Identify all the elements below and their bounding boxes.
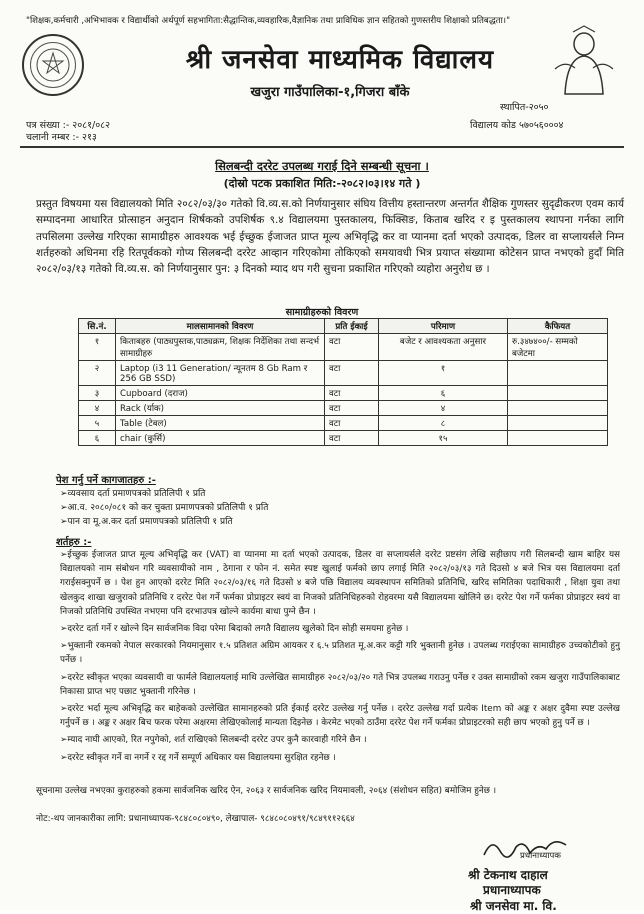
conditions-title: शर्तहरु :-	[56, 537, 92, 548]
table-row	[79, 401, 608, 416]
list-item: ➢ पान वा मू.अ.कर दर्ता प्रमाणपत्रको प्रतिलिपी १ प्रति	[60, 515, 620, 529]
cell-sn: ५	[79, 416, 116, 431]
letter-number: पत्र संख्या :- २०८१/०८२	[26, 120, 111, 131]
cell-item: chair (कुर्सि)	[116, 431, 325, 446]
seal-emblem-icon	[30, 42, 76, 88]
school-address: खजुरा गाउँपालिका-१,गिजरा बाँके	[250, 85, 410, 100]
school-code: विद्यालय कोड ५७०५६०००४	[470, 120, 564, 131]
signatory-school: श्री जनसेवा मा. वि.	[470, 899, 557, 913]
school-name: श्री जनसेवा माध्यमिक विद्यालय	[185, 45, 495, 75]
deity-illustration-icon	[545, 24, 623, 98]
header-qty: परिमाण	[379, 319, 508, 334]
header-divider	[20, 146, 624, 148]
cell-sn: ६	[79, 431, 116, 446]
list-item: ➢ दररेट स्वीकृत भएका व्यवसायी वा फार्मले विद्यालयलाई माथि उल्लेखित सामाग्रीहरु २०८२/०३/२० गते भित्र उपलब्ध गराउनु पर्नेछ र उक्त सामाग्रीको रकम खजुरा गाउँपालिकाबाट निकासा प्राप्त भए पछाट भुक्तानी गरिनेछ ।	[60, 671, 620, 699]
dispatch-number: चलानी नम्बर :- २१३	[26, 132, 97, 143]
established-year: स्थापित-२०५०	[500, 102, 549, 113]
signatory-role: प्रधानाध्यापक	[483, 883, 541, 897]
header-unit: प्रति ईकाई	[325, 319, 379, 334]
documents-title: पेश गर्नु पर्ने कागजातहरु :-	[56, 475, 156, 486]
header-sn: सि.नं.	[79, 319, 116, 334]
list-item: ➢ दररेट स्वीकृत गर्ने वा नगर्ने र रद्द गर्ने सम्पूर्ण अधिकार यस विद्यालयमा सुरक्षित रहनेछ ।	[60, 751, 620, 765]
cell-item: Table (टेबल)	[116, 416, 325, 431]
cell-item: Cupboard (दराज)	[116, 386, 325, 401]
cell-remark	[508, 401, 608, 416]
notice-body: प्रस्तुत विषयमा यस विद्यालयको मिति २०८२/०३/३० गतेको वि.व्य.स.को निर्णयानुसार संघिय वित्तीय हस्तान्तरण अन्तर्गत शैक्षिक गुणस्तर सुदृढीकरण एवम कार्य सम्पादनमा आधारित प्रोत्साहन अनुदान शिर्षकको उपशिर्षक ९.४ विद्यालयमा पुस्तकालय, फिक्सिङ, किताब खरिद र इ पुस्तकालय स्थापना गर्नका लागि तपसिलमा उल्लेख गरिएका सामाग्रीहरु आवश्यक भई ईच्छुक ईजाजत प्राप्त मूल्य अभिवृद्धि कर वा प्यानमा दर्ता भएको उत्पादक, डिलर वा सप्लायर्सले निम्न शर्तहरुको अधिनमा रहि रितपूर्वकको गोप्य सिलबन्दी दररेट आव्हान गरिएकोमा तोकिएको समयावधी भित्र प्रयाप्त संख्यामा कोटेसन प्राप्त नभएको हुदाँ मिति २०८२/०३/१३ गतेको वि.व्य.स. को निर्णयानुसार पुन: ३ दिनको म्याद थप गरी सुचना प्रकाशित गरिएको व्यहोरा अनुरोध छ ।	[36, 198, 624, 276]
cell-item: Rack (र्याक)	[116, 401, 325, 416]
list-item: ➢ व्यवसाय दर्ता प्रमाणपत्रको प्रतिलिपी १ प्रति	[60, 487, 620, 501]
cell-remark	[508, 386, 608, 401]
cell-qty: ८	[379, 416, 508, 431]
documents-list	[60, 487, 620, 529]
cell-unit: वटा	[325, 416, 379, 431]
cell-qty: ६	[379, 386, 508, 401]
cell-qty: बजेट र आवश्यकता अनुसार	[379, 334, 508, 361]
list-item: ➢ आ.व. २०८०/०८१ को कर चुक्ता प्रमाणपत्रको प्रतिलिपी १ प्रति	[60, 501, 620, 515]
cell-sn: १	[79, 334, 116, 361]
procurement-act-note: सूचनामा उल्लेख नभएका कुराहरुको हकमा सार्वजनिक खरिद ऐन, २०६३ र सार्वजनिक खरिद नियमावली, २०६४ (संशोधन सहित) बमोजिम हुनेछ ।	[36, 786, 497, 796]
notice-subheading: (दोस्रो पटक प्रकाशित मिति:-२०८२।०३।१४ गते )	[223, 177, 421, 190]
cell-qty: १५	[379, 431, 508, 446]
list-item: ➢ दररेट भर्दा मूल्य अभिवृद्धि कर बाहेकको उल्लेखित सामानहरुको प्रति ईकाई दररेट उल्लेख गर्नु पर्नेछ । दररेट उल्लेख गर्दा प्रत्येक Item को अङ्क र अक्षर दुवैमा स्पष्ट उल्लेख गर्नुपर्ने छ । अङ्क र अक्षर बिच फरक परेमा अक्षरमा लेखिएकोलाई मान्यता दिइनेछ । केरमेट भएको ठाउँमा दररेट पेश गर्ने फर्मका प्रोप्राइटरको सही छाप भएको हुनु पर्ने छ ।	[60, 702, 620, 730]
signature-role-small: प्रधानाध्यापक	[520, 851, 561, 861]
cell-unit: वटा	[325, 431, 379, 446]
cell-sn: २	[79, 361, 116, 386]
table-row	[79, 431, 608, 446]
cell-unit: वटा	[325, 334, 379, 361]
cell-sn: ४	[79, 401, 116, 416]
table-row	[79, 361, 608, 386]
list-item: ➢ ईच्छुक ईजाजत प्राप्त मूल्य अभिवृद्धि कर (VAT) वा प्यानमा मा दर्ता भएको उत्पादक, डिलर वा सप्लायर्सले दररेट प्रष्टसंग लेखि सहीछाप गरी सिलबन्दी खाम बाहिर यस विद्यालयको नाम संबोधन गरि व्यवसायीको नाम , ठेगाना र फोन नं. समेत स्पष्ट खुलाई फर्मको छाप लगाई मिति २०८२/०३/१३ गते दिउसो ४ बजे भित्र यस विद्यालयमा दर्ता गराईसक्नुपर्ने छ । पेश हुन आएको दररेट मिति २०८२/०३/१६ गते दिउसो ४ बजे पछि विद्यालय व्यवस्थापन समितिको प्रतिनिधि, खरिद समितिका पदाधिकारी , शिक्षा युवा तथा खेलकुद शाखा खजुराको प्रतिनिधि र दररेट पेश गर्ने फर्मका प्रोप्राइटर स्वयं वा निजको प्रतिनिधिहरुको रोहवरमा यसै विद्यालयमा खोलिने छ। दररेट पेश गर्ने फर्मका प्रोप्राइटर स्वयं वा निजको प्रतिनिधि उपस्थित नभएमा पनि दरभाउपत्र खोल्ने कार्यमा बाधा पुग्ने छैन ।	[60, 548, 620, 619]
list-item: ➢ दररेट दर्ता गर्ने र खोल्ने दिन सार्वजनिक विदा परेमा बिदाको लगतै विद्यालय खुलेको दिन सोही समयमा हुनेछ ।	[60, 622, 620, 636]
cell-unit: वटा	[325, 386, 379, 401]
cell-remark	[508, 431, 608, 446]
cell-remark	[508, 416, 608, 431]
cell-item: किताबहरु (पाठ्यपुस्तक,पाठ्यक्रम, शिक्षक निर्देशिका तथा सन्दर्भ सामाग्रीहरु	[116, 334, 325, 361]
cell-unit: वटा	[325, 361, 379, 386]
list-item: ➢ भुक्तानी रकमको नेपाल सरकारको नियमानुसार १.५ प्रतिशत अग्रिम आयकर र ६.५ प्रतिशत मू.अ.कर कट्टी गरि भुक्तानी हुनेछ । उपलब्ध गराईएका सामाग्रीहरु उच्चकोटीको हुनु पर्नेछ ।	[60, 639, 620, 667]
table-header-row	[79, 319, 608, 334]
header-remark: कैफियत	[508, 319, 608, 334]
cell-sn: ३	[79, 386, 116, 401]
notice-heading: सिलबन्दी दररेट उपलब्ध गराई दिने सम्बन्धी सूचना ।	[215, 159, 429, 173]
cell-unit: वटा	[325, 401, 379, 416]
conditions-list	[60, 548, 620, 768]
contact-note: नोट:-थप जानकारीका लागि: प्रधानाध्यापक-९८४८०८०४९०, लेखापाल- ९८४८०८०४९१/९८४९११२६६४	[36, 814, 355, 824]
cell-item: Laptop (i3 11 Generation/ न्यूनतम 8 Gb Ram र 256 GB SSD)	[116, 361, 325, 386]
table-caption: सामाग्रीहरुको विवरण	[285, 307, 359, 318]
school-motto: "शिक्षक,कर्मचारी ,अभिभावक र विद्यार्थीको अर्थपूर्ण सहभागिता:सैद्धान्तिक,व्यवहारिक,वैज्ञानिक तथा प्राविधिक ज्ञान सहितको गुणस्तरीय शिक्षाको प्रतिबद्धता।"	[26, 16, 511, 26]
cell-qty: १	[379, 361, 508, 386]
school-seal-logo	[22, 34, 84, 96]
list-item: ➢ म्याद नाघी आएको, रित नपुगेको, शर्त राखिएको सिलबन्दी दररेट उपर कुनै कारवाही गरिने छैन ।	[60, 733, 620, 747]
items-table	[78, 318, 608, 446]
signatory-name: श्री टेकनाथ दाहाल	[468, 868, 548, 882]
cell-remark: रु.३४७४००/- सम्मको बजेटमा	[508, 334, 608, 361]
header-item: मालसामानको विवरण	[116, 319, 325, 334]
cell-remark	[508, 361, 608, 386]
cell-qty: ४	[379, 401, 508, 416]
table-row	[79, 386, 608, 401]
table-row	[79, 334, 608, 361]
table-row	[79, 416, 608, 431]
